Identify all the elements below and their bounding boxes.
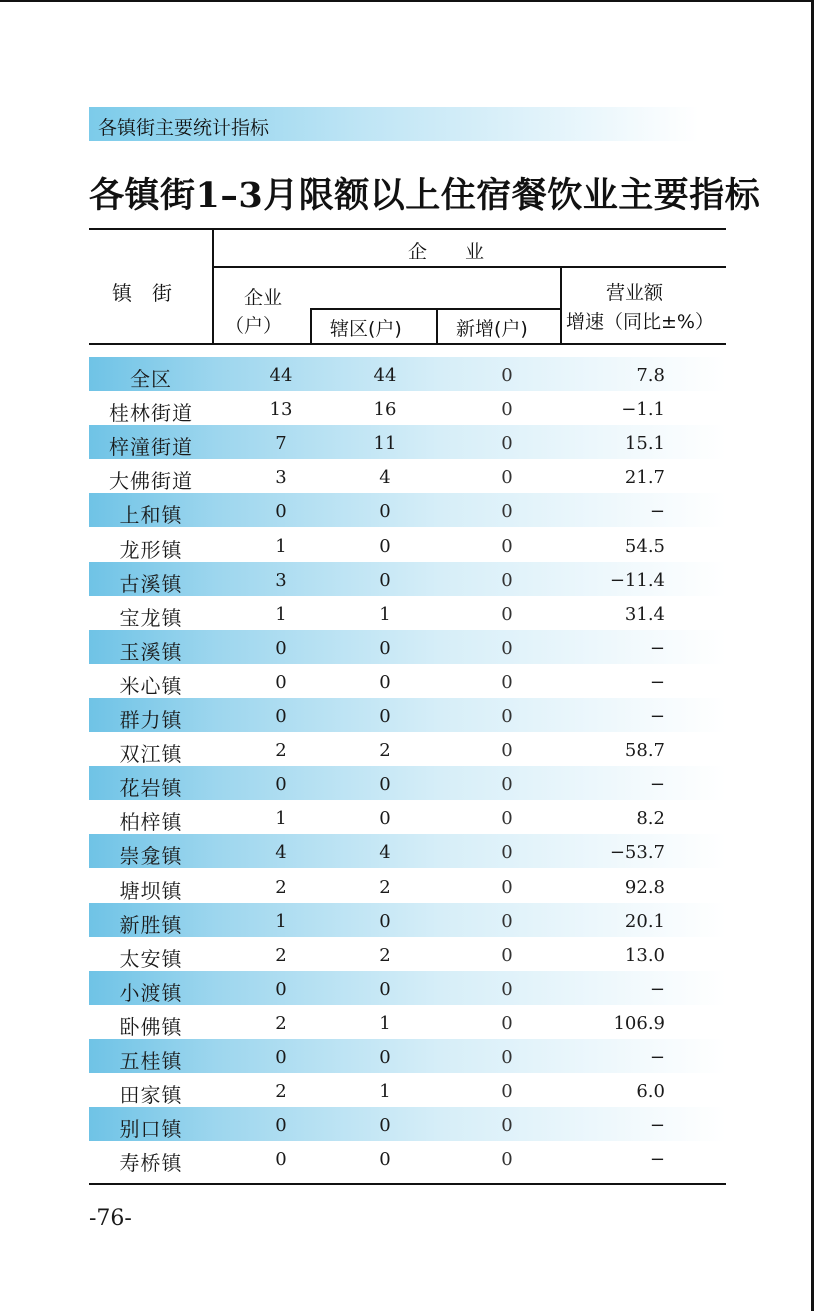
revenue-growth-cell: −1.1 [621, 399, 665, 421]
jurisdiction-count-cell: 4 [379, 842, 391, 864]
town-name-cell: 双江镇 [119, 742, 183, 767]
column-header-jurisdiction: 辖区(户) [330, 318, 402, 340]
jurisdiction-count-cell: 44 [373, 365, 397, 386]
enterprise-count-cell: 44 [269, 365, 293, 386]
enterprise-count-cell: 1 [275, 603, 287, 625]
new-count-cell: 0 [501, 1081, 513, 1103]
new-count-cell: 0 [501, 637, 513, 659]
table-bottom-rule [89, 1183, 726, 1185]
town-name-cell: 大佛街道 [109, 469, 193, 494]
header-divider-new [560, 266, 562, 344]
revenue-growth-cell: − [649, 637, 665, 659]
new-count-cell: 0 [501, 1115, 513, 1137]
revenue-growth-cell: −11.4 [609, 569, 665, 591]
jurisdiction-count-cell: 1 [379, 1081, 391, 1103]
new-count-cell: 0 [501, 1149, 513, 1171]
jurisdiction-count-cell: 11 [373, 433, 397, 455]
new-count-cell: 0 [501, 365, 513, 386]
revenue-growth-cell: 15.1 [624, 433, 665, 455]
jurisdiction-count-cell: 0 [379, 1115, 391, 1137]
new-count-cell: 0 [501, 1047, 513, 1068]
table-row [89, 528, 726, 562]
revenue-growth-cell: 7.8 [636, 365, 665, 386]
enterprise-count-cell: 2 [275, 1012, 287, 1034]
section-header-band [89, 107, 699, 141]
enterprise-count-cell: 0 [275, 1115, 287, 1137]
jurisdiction-count-cell: 16 [373, 399, 397, 421]
enterprise-count-cell: 0 [275, 978, 287, 1000]
enterprise-count-cell: 2 [275, 740, 287, 762]
town-name-cell: 上和镇 [119, 503, 183, 528]
table-row [89, 834, 726, 868]
new-count-cell: 0 [501, 842, 513, 864]
town-name-cell: 太安镇 [119, 946, 183, 971]
enterprise-count-cell: 2 [275, 876, 287, 898]
jurisdiction-count-cell: 2 [379, 944, 391, 966]
jurisdiction-count-cell: 0 [379, 1149, 391, 1171]
revenue-growth-cell: 92.8 [624, 876, 665, 898]
new-count-cell: 0 [501, 671, 513, 693]
enterprise-count-cell: 0 [275, 501, 287, 523]
table-row [89, 732, 726, 766]
table-row [89, 1039, 726, 1073]
town-name-cell: 卧佛镇 [119, 1014, 183, 1039]
jurisdiction-count-cell: 1 [379, 1012, 391, 1034]
new-count-cell: 0 [501, 774, 513, 796]
enterprise-count-cell: 2 [275, 944, 287, 966]
table-row [89, 357, 726, 391]
table-row [89, 1107, 726, 1141]
town-name-cell: 桂林街道 [109, 401, 193, 426]
table-row [89, 698, 726, 732]
new-count-cell: 0 [501, 399, 513, 421]
group-underline-rule [213, 266, 726, 268]
header-divider-jurisdiction [436, 308, 438, 344]
table-row [89, 937, 726, 971]
jurisdiction-count-cell: 0 [379, 569, 391, 591]
table-row [89, 459, 726, 493]
town-name-cell: 别口镇 [119, 1117, 183, 1142]
enterprise-count-cell: 13 [269, 399, 293, 421]
new-count-cell: 0 [501, 808, 513, 830]
column-header-enterprise: 企业 [244, 287, 283, 309]
table-row [89, 869, 726, 903]
revenue-growth-cell: 31.4 [624, 603, 665, 625]
revenue-growth-cell: 8.2 [636, 808, 665, 830]
town-name-cell: 群力镇 [119, 708, 183, 732]
enterprise-count-cell: 0 [275, 1047, 287, 1068]
column-header-revenue: 营业额 [606, 282, 664, 304]
new-count-cell: 0 [501, 501, 513, 523]
town-name-cell: 花岩镇 [119, 776, 183, 801]
revenue-growth-cell: 20.1 [624, 910, 665, 932]
town-name-cell: 龙形镇 [119, 537, 183, 562]
header-divider-enterprise [310, 308, 312, 344]
table-row [89, 493, 726, 527]
revenue-growth-cell: − [649, 671, 665, 693]
town-name-cell: 玉溪镇 [119, 639, 183, 664]
table-row [89, 664, 726, 698]
town-name-cell: 崇龛镇 [119, 844, 183, 869]
new-count-cell: 0 [501, 535, 513, 557]
page-number: -76- [89, 1206, 132, 1231]
revenue-growth-cell: 6.0 [636, 1081, 665, 1103]
new-count-cell: 0 [501, 910, 513, 932]
jurisdiction-count-cell: 0 [379, 978, 391, 1000]
enterprise-count-cell: 3 [275, 569, 287, 591]
new-count-cell: 0 [501, 978, 513, 1000]
town-name-cell: 柏梓镇 [119, 810, 183, 835]
town-name-cell: 全区 [130, 367, 172, 391]
page-top-border [0, 0, 814, 2]
town-name-cell: 宝龙镇 [119, 605, 183, 630]
column-header-town: 镇 街 [112, 281, 172, 305]
table-row [89, 903, 726, 937]
table-row [89, 1141, 726, 1175]
enterprise-count-cell: 1 [275, 808, 287, 830]
jurisdiction-count-cell: 1 [379, 603, 391, 625]
revenue-growth-cell: −53.7 [609, 842, 665, 864]
column-header-enterprise-group: 企 业 [408, 241, 485, 263]
table-row [89, 1005, 726, 1039]
section-header-text: 各镇街主要统计指标 [98, 117, 270, 139]
new-count-cell: 0 [501, 603, 513, 625]
table-row [89, 630, 726, 664]
town-name-cell: 田家镇 [119, 1083, 183, 1108]
revenue-growth-cell: − [649, 774, 665, 796]
town-name-cell: 米心镇 [119, 673, 183, 698]
header-divider-town [212, 228, 214, 344]
jurisdiction-count-cell: 0 [379, 910, 391, 932]
table-row [89, 800, 726, 834]
page-title: 各镇街1–3月限额以上住宿餐饮业主要指标 [89, 175, 761, 216]
revenue-growth-cell: 13.0 [624, 944, 665, 966]
new-count-cell: 0 [501, 1012, 513, 1034]
enterprise-count-cell: 0 [275, 637, 287, 659]
table-row [89, 596, 726, 630]
table-row [89, 425, 726, 459]
table-row [89, 391, 726, 425]
town-name-cell: 寿桥镇 [119, 1151, 183, 1176]
jurisdiction-count-cell: 2 [379, 740, 391, 762]
new-count-cell: 0 [501, 467, 513, 489]
jurisdiction-count-cell: 2 [379, 876, 391, 898]
jurisdiction-count-cell: 0 [379, 671, 391, 693]
jurisdiction-count-cell: 4 [379, 467, 391, 489]
header-bottom-rule [89, 343, 726, 345]
revenue-growth-cell: 58.7 [624, 740, 665, 762]
town-name-cell: 五桂镇 [119, 1049, 183, 1073]
enterprise-count-cell: 0 [275, 671, 287, 693]
town-name-cell: 梓潼街道 [109, 435, 193, 460]
table-top-rule [89, 228, 726, 230]
revenue-growth-cell: − [649, 1149, 665, 1171]
enterprise-count-cell: 4 [275, 842, 287, 864]
jurisdiction-count-cell: 0 [379, 774, 391, 796]
enterprise-count-cell: 0 [275, 1149, 287, 1171]
enterprise-count-cell: 0 [275, 706, 287, 727]
town-name-cell: 小渡镇 [119, 980, 183, 1005]
new-count-cell: 0 [501, 706, 513, 727]
table-row [89, 766, 726, 800]
jurisdiction-count-cell: 0 [379, 808, 391, 830]
jurisdiction-count-cell: 0 [379, 706, 391, 727]
subgroup-underline-rule [310, 308, 560, 310]
new-count-cell: 0 [501, 433, 513, 455]
new-count-cell: 0 [501, 569, 513, 591]
revenue-growth-cell: 21.7 [624, 467, 665, 489]
jurisdiction-count-cell: 0 [379, 535, 391, 557]
jurisdiction-count-cell: 0 [379, 1047, 391, 1068]
revenue-growth-cell: − [649, 1115, 665, 1137]
revenue-growth-cell: − [649, 978, 665, 1000]
revenue-growth-cell: 106.9 [613, 1012, 665, 1034]
jurisdiction-count-cell: 0 [379, 501, 391, 523]
column-header-revenue-growth: 增速（同比±%） [566, 311, 714, 333]
revenue-growth-cell: − [649, 706, 665, 727]
column-header-new: 新增(户) [456, 318, 528, 340]
jurisdiction-count-cell: 0 [379, 637, 391, 659]
new-count-cell: 0 [501, 740, 513, 762]
table-row [89, 1073, 726, 1107]
new-count-cell: 0 [501, 876, 513, 898]
enterprise-count-cell: 3 [275, 467, 287, 489]
enterprise-count-cell: 0 [275, 774, 287, 796]
table-row [89, 971, 726, 1005]
enterprise-count-cell: 2 [275, 1081, 287, 1103]
column-header-enterprise-unit: （户） [225, 315, 283, 337]
town-name-cell: 古溪镇 [119, 571, 183, 596]
town-name-cell: 塘坝镇 [119, 878, 183, 903]
enterprise-count-cell: 1 [275, 535, 287, 557]
table-row [89, 562, 726, 596]
enterprise-count-cell: 7 [275, 433, 287, 455]
new-count-cell: 0 [501, 944, 513, 966]
enterprise-count-cell: 1 [275, 910, 287, 932]
revenue-growth-cell: 54.5 [624, 535, 665, 557]
revenue-growth-cell: − [649, 501, 665, 523]
revenue-growth-cell: − [649, 1047, 665, 1068]
town-name-cell: 新胜镇 [119, 912, 183, 937]
